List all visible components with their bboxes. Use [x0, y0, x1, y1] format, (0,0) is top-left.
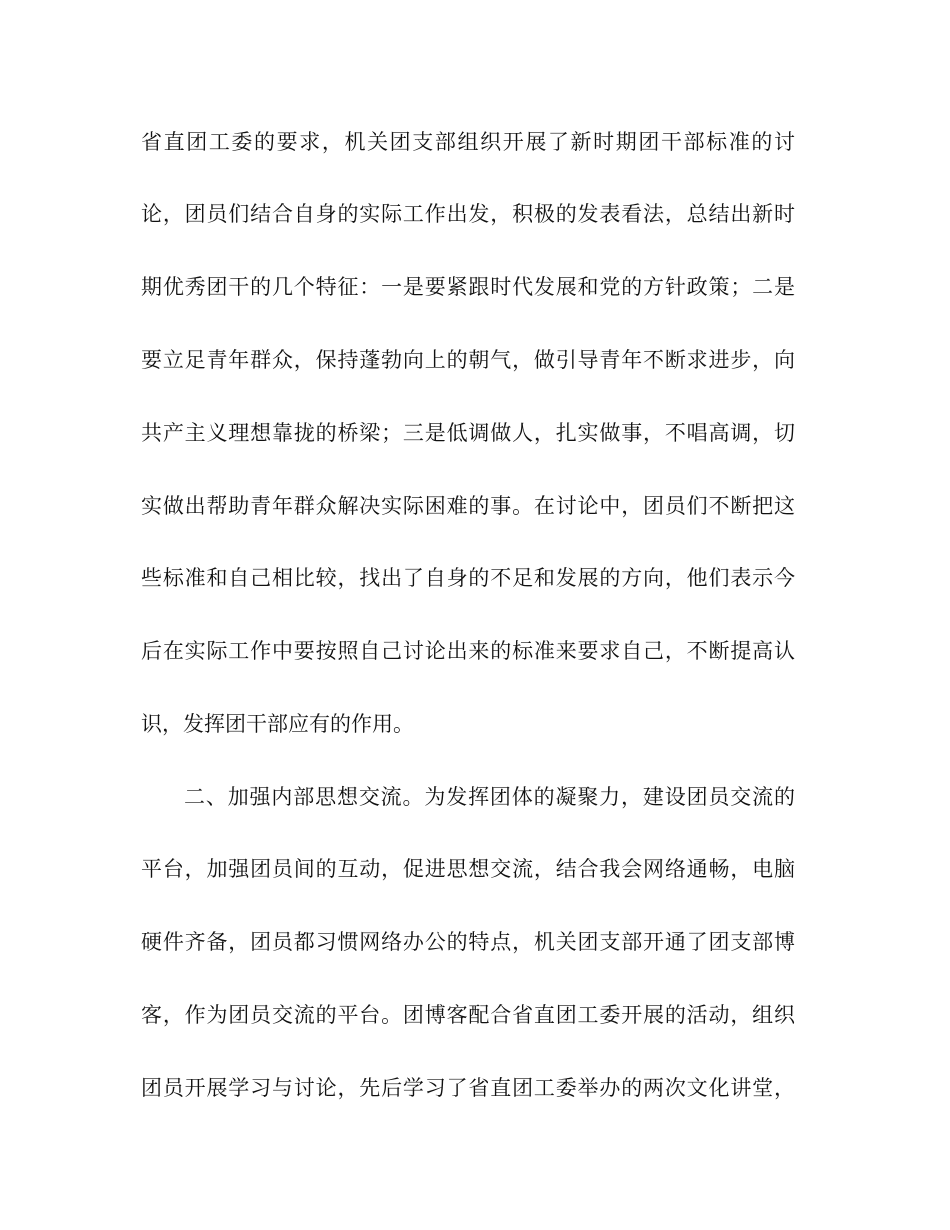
paragraph-first-line: 二、加强内部思想交流。为发挥团体的凝聚力，建设团员交流的	[184, 785, 795, 809]
text-line: 客，作为团员交流的平台。团博客配合省直团工委开展的活动，组织	[141, 1003, 795, 1027]
text-line: 论，团员们结合自身的实际工作出发，积极的发表看法，总结出新时	[141, 202, 795, 226]
text-line: 期优秀团干的几个特征：一是要紧跟时代发展和党的方针政策；二是	[141, 275, 795, 299]
text-line: 硬件齐备，团员都习惯网络办公的特点，机关团支部开通了团支部博	[141, 930, 795, 954]
text-line: 平台，加强团员间的互动，促进思想交流，结合我会网络通畅，电脑	[141, 857, 795, 881]
text-line: 共产主义理想靠拢的桥梁；三是低调做人，扎实做事，不唱高调，切	[141, 421, 795, 445]
text-line: 要立足青年群众，保持蓬勃向上的朝气，做引导青年不断求进步，向	[141, 348, 795, 372]
text-line: 省直团工委的要求，机关团支部组织开展了新时期团干部标准的讨	[141, 130, 795, 154]
text-line: 后在实际工作中要按照自己讨论出来的标准来要求自己，不断提高认	[141, 639, 795, 663]
text-line: 识，发挥团干部应有的作用。	[141, 712, 414, 736]
text-line: 团员开展学习与讨论，先后学习了省直团工委举办的两次文化讲堂，	[141, 1076, 795, 1100]
text-line: 些标准和自己相比较，找出了自身的不足和发展的方向，他们表示今	[141, 566, 795, 590]
text-line: 实做出帮助青年群众解决实际困难的事。在讨论中，团员们不断把这	[141, 494, 795, 518]
